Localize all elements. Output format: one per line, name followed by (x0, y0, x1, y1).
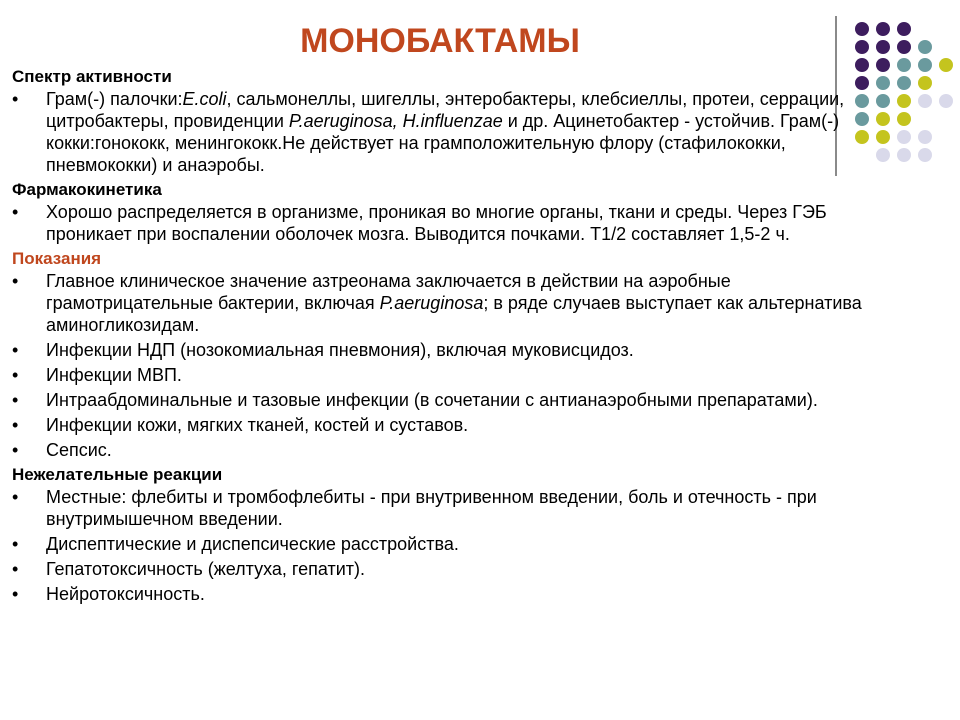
decorative-dot (897, 40, 911, 54)
list-item: • Местные: флебиты и тромбофлебиты - при внутривенном введении, боль и отечность - при внутримышечном введении. (12, 486, 882, 530)
list-item: • Нейротоксичность. (12, 583, 882, 605)
decorative-dot (897, 22, 911, 36)
pharmacokinetics-list (12, 201, 882, 245)
list-item: • Интраабдоминальные и тазовые инфекции (в сочетании с антианаэробными препаратами). (12, 389, 882, 411)
list-item: • Сепсис. (12, 439, 882, 461)
section-heading-pharmacokinetics: Фармакокинетика (12, 180, 162, 199)
decorative-dot (897, 130, 911, 144)
list-item: • Главное клиническое значение азтреонама заключается в действии на аэробные грамотрицательные бактерии, включая P.aeruginosa; в ряде случаев выступает как альтернатива аминогликозидам. (12, 270, 882, 336)
list-item: • Гепатотоксичность (желтуха, гепатит). (12, 558, 882, 580)
section-heading-spectrum: Спектр активности (12, 67, 172, 86)
decorative-dot (855, 22, 869, 36)
decorative-dot (918, 76, 932, 90)
decorative-dot (897, 94, 911, 108)
slide-content (12, 66, 882, 608)
indications-list (12, 270, 882, 461)
decorative-dot (918, 58, 932, 72)
decorative-dot (855, 40, 869, 54)
decorative-dot (876, 22, 890, 36)
list-item: • Диспептические и диспепсические расстройства. (12, 533, 882, 555)
decorative-dot (918, 130, 932, 144)
decorative-dot (918, 40, 932, 54)
decorative-dot (897, 148, 911, 162)
decorative-dot (918, 94, 932, 108)
decorative-dot (918, 148, 932, 162)
list-item: • Инфекции МВП. (12, 364, 882, 386)
list-item: • Инфекции НДП (нозокомиальная пневмония), включая муковисцидоз. (12, 339, 882, 361)
adverse-reactions-list (12, 486, 882, 605)
list-item: • Хорошо распределяется в организме, проникая во многие органы, ткани и среды. Через ГЭБ проникает при воспалении оболочек мозга. Выводится почками. Т1/2 составляет 1,5-2 ч. (12, 201, 882, 245)
list-item: • Грам(-) палочки:E.coli, сальмонеллы, шигеллы, энтеробактеры, клебсиеллы, протеи, серрации, цитробактеры, провиденции P.aeruginosa, H.influenzae и др. Ацинетобактер - устойчив. Грам(-) кокки:гонококк, менингококк.Не действует на грамположительную флору (стафилококки, пневмококки) и анаэробы. (12, 88, 882, 176)
section-heading-adverse-reactions: Нежелательные реакции (12, 465, 223, 484)
decorative-dot (939, 58, 953, 72)
decorative-dot (876, 40, 890, 54)
slide-title: МОНОБАКТАМЫ (300, 22, 580, 60)
section-heading-indications: Показания (12, 249, 102, 268)
decorative-dot (897, 58, 911, 72)
decorative-dot (897, 112, 911, 126)
spectrum-list (12, 88, 882, 176)
list-item: • Инфекции кожи, мягких тканей, костей и суставов. (12, 414, 882, 436)
decorative-dot (897, 76, 911, 90)
decorative-dot (939, 94, 953, 108)
